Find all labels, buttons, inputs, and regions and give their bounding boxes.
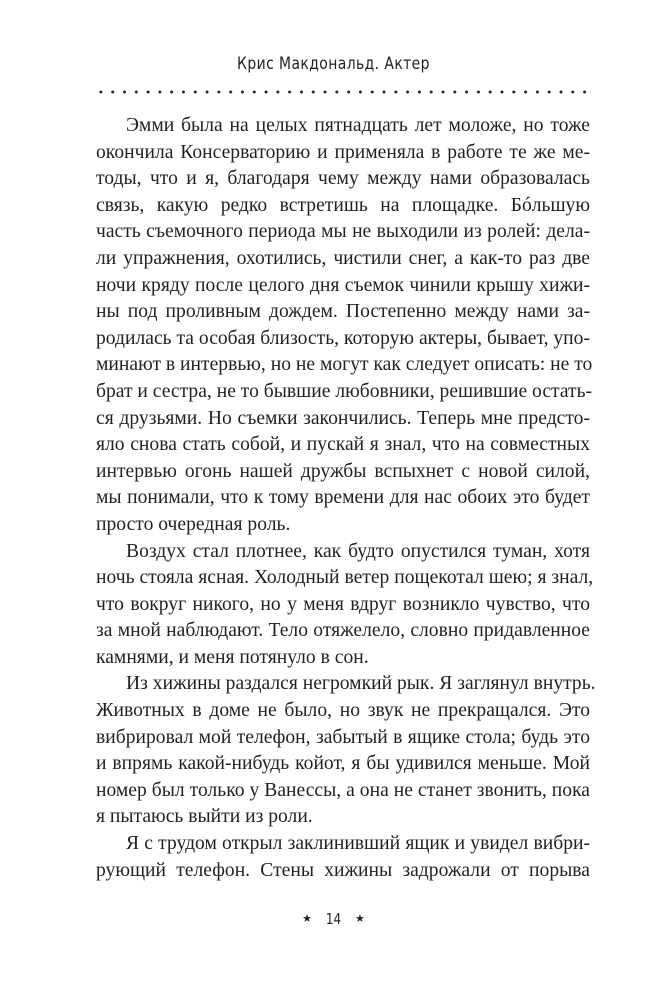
text-line: камнями, и меня потянуло в сон.	[96, 646, 369, 668]
text-line: связь, какую редко встретишь на площадке. Бóльшую	[96, 194, 590, 216]
paragraph-2	[96, 539, 594, 672]
text-line: ночь стояла ясная. Холодный ветер пощекотал шею; я знал,	[96, 567, 594, 589]
text-line: ны под проливным дождем. Постепенно между нами за-	[96, 301, 590, 323]
text-line: ли упражнения, охотились, чистили снег, а как-то раз две	[96, 247, 590, 269]
text-line: брат и сестра, не то бывшие любовники, решившие остать-	[96, 380, 593, 402]
text-line: просто очередная роль.	[96, 513, 291, 535]
text-line: родилась та особая близость, которую актеры, бывает, упо-	[96, 327, 590, 349]
page-number: 14	[325, 910, 342, 928]
text-line: минают в интервью, но не могут как следует описать: не то	[96, 354, 593, 376]
text-line: вибрировал мой телефон, забытый в ящике стола; будь это	[96, 726, 590, 748]
text-line: Из хижины раздался негромкий рык. Я заглянул внутрь.	[126, 673, 596, 695]
star-icon: ★	[355, 912, 365, 925]
text-line: Животных в доме не было, но звук не прекращался. Это	[96, 700, 590, 722]
text-line: Я с трудом открыл заклинивший ящик и увидел вибри-	[126, 833, 590, 855]
text-line: интервью огонь нашей дружбы вспыхнет с новой силой,	[96, 460, 590, 482]
text-line: Воздух стал плотнее, как будто опустился туман, хотя	[126, 540, 590, 562]
body-text	[96, 113, 596, 884]
text-line: часть съемочного периода мы не выходили из ролей: дела-	[96, 221, 590, 243]
text-line: ночи кряду после целого дня съемок чинили крышу хижи-	[96, 274, 590, 296]
text-line: и впрямь какой-нибудь койот, я бы удивился меньше. Мой	[96, 753, 590, 775]
paragraph-3	[96, 671, 596, 831]
paragraph-1	[96, 113, 593, 539]
paragraph-4	[96, 831, 590, 884]
text-line: тоды, что и я, благодаря чему между нами образовалась	[96, 168, 590, 190]
text-line: что вокруг никого, но у меня вдруг возникло чувство, что	[96, 593, 590, 615]
text-line: за мной наблюдают. Тело отяжелело, словно придавленное	[96, 620, 590, 642]
text-line: Эмми была на целых пятнадцать лет моложе, но тоже	[126, 115, 590, 136]
text-line: я пытаюсь выйти из роли.	[96, 806, 313, 828]
running-head-title: Крис Макдональд. Актер	[237, 54, 430, 74]
text-line: ся друзьями. Но съемки закончились. Теперь мне предсто-	[96, 407, 590, 429]
text-line: мы понимали, что к тому времени для нас обоих это будет	[96, 487, 590, 509]
star-icon: ★	[302, 912, 312, 925]
dotted-rule-divider	[95, 90, 591, 94]
text-line: окончила Консерваторию и применяла в работе те же ме-	[96, 141, 590, 163]
text-line: яло снова стать собой, и пускай я знал, что на совместных	[96, 434, 590, 456]
page-number-footer	[0, 910, 667, 928]
text-line: номер был только у Ванессы, а она не станет звонить, пока	[96, 779, 590, 801]
text-line: рующий телефон. Стены хижины задрожали от порыва	[96, 859, 590, 881]
